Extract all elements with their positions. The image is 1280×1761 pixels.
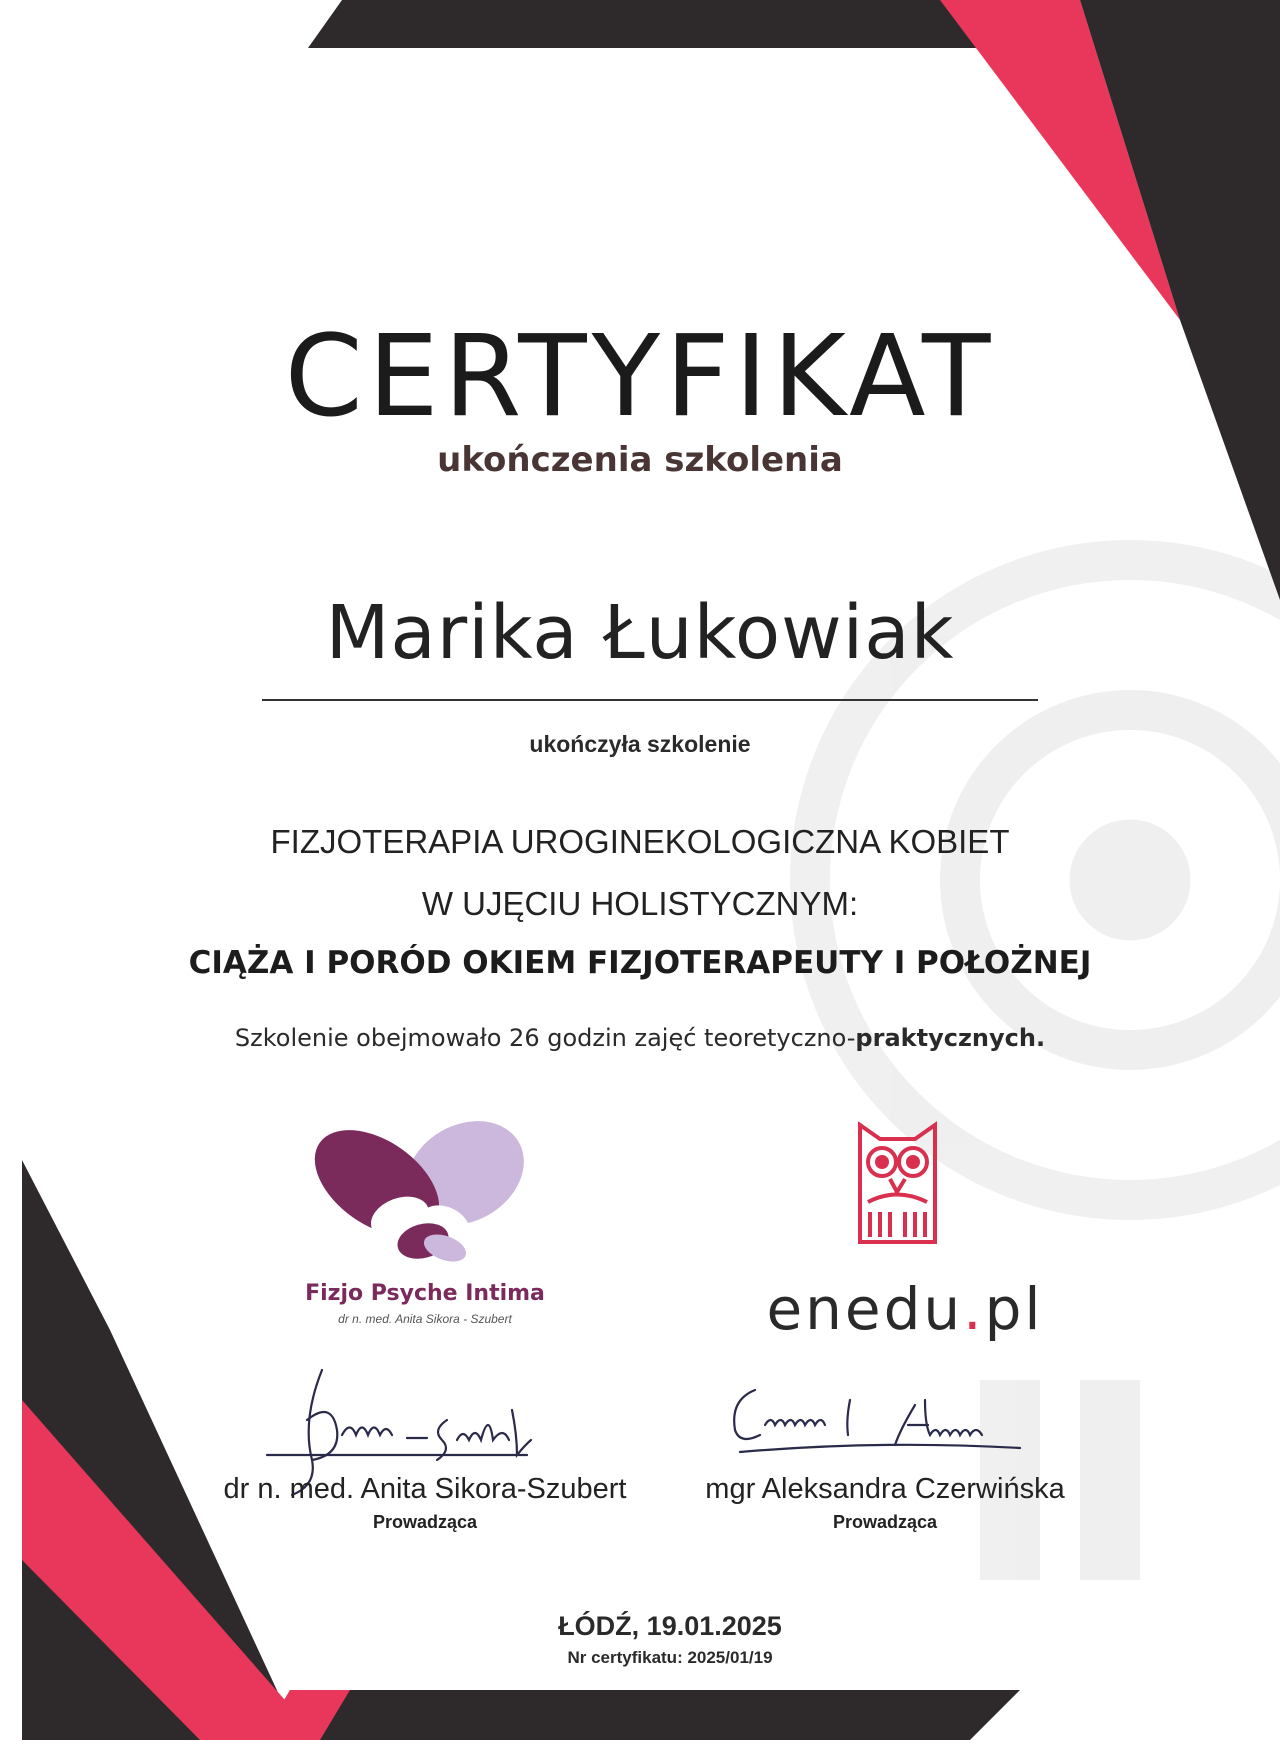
name-underline: [262, 699, 1038, 701]
certificate-number: Nr certyfikatu: 2025/01/19: [567, 1648, 773, 1667]
certificate-subtitle: ukończenia szkolenia: [437, 440, 843, 480]
hours-text-bold: praktycznych.: [855, 1024, 1046, 1052]
signatory-role-2: Prowadząca: [832, 1512, 938, 1532]
bottom-dark-band: [320, 1690, 1020, 1740]
enedu-tld: pl: [984, 1275, 1044, 1343]
place-date: ŁÓDŹ, 19.01.2025: [558, 1611, 782, 1641]
fpi-logo-name: Fizjo Psyche Intima: [305, 1281, 545, 1306]
course-title-line3: CIĄŻA I PORÓD OKIEM FIZJOTERAPEUTY I POŁOŻNEJ: [188, 945, 1092, 981]
enedu-dot: .: [963, 1275, 985, 1343]
certificate-title: CERTYFIKAT: [284, 312, 996, 442]
enedu-wordmark: [740, 1275, 1070, 1343]
completed-text: ukończyła szkolenie: [529, 731, 751, 757]
fpi-logo-subtitle: dr n. med. Anita Sikora - Szubert: [338, 1312, 512, 1326]
signatory-name-2: mgr Aleksandra Czerwińska: [705, 1473, 1065, 1505]
recipient-name: Marika Łukowiak: [325, 590, 955, 676]
top-dark-band: [308, 0, 1020, 48]
top-right-dark: [1080, 0, 1280, 600]
owl-icon: [850, 1117, 945, 1252]
signatory-role-1: Prowadząca: [372, 1512, 478, 1532]
fpi-butterfly-logo: [305, 1113, 545, 1278]
hours-statement: [0, 1024, 1280, 1052]
signatory-name-1: dr n. med. Anita Sikora-Szubert: [223, 1473, 627, 1505]
course-title-line2: W UJĘCIU HOLISTYCZNYM:: [421, 885, 859, 922]
hours-text: Szkolenie obejmowało 26 godzin zajęć teoretyczno-: [234, 1024, 856, 1052]
course-title-line1: FIZJOTERAPIA UROGINEKOLOGICZNA KOBIET: [270, 823, 1010, 860]
enedu-main: enedu: [766, 1275, 964, 1343]
